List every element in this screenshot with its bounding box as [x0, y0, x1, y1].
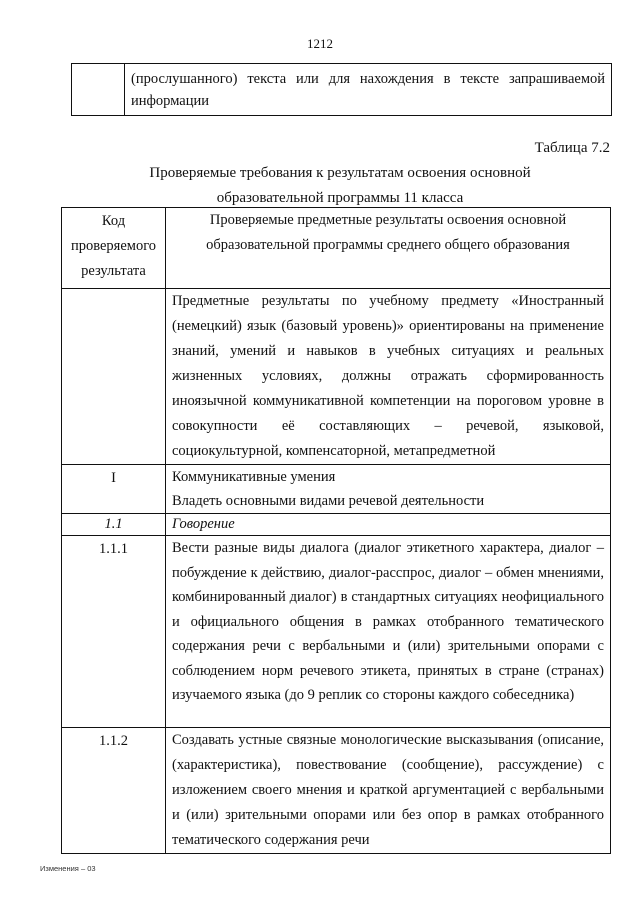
footer-note: Изменения – 03 — [40, 864, 96, 873]
table-cell-code: 1.1 — [62, 514, 166, 536]
header-code-cell: Код проверяемого результата — [62, 208, 166, 289]
table-row — [62, 289, 611, 465]
table-row — [62, 536, 611, 728]
table-cell-text: Говорение — [166, 514, 611, 536]
row-heading: Коммуникативные умения — [172, 469, 336, 485]
table-cell-code: 1.1.2 — [62, 728, 166, 854]
table-cell-code: I — [62, 465, 166, 514]
table-header-row — [62, 208, 611, 289]
table-cell-code — [62, 289, 166, 465]
table-cell-text — [166, 465, 611, 514]
table-row — [72, 64, 612, 116]
intro-text: Предметные результаты по учебному предмету «Иностранный (немецкий) язык (базовый уровень)» ориентированы на применение знаний, умений и навыков в учебных ситуациях и реальных жизненных условиях, должны отражать сформированность иноязычной коммуникативной компетенции на пороговом уровне в совокупности её составляющих – речевой, языковой, социокультурной, компенсаторной, метапредметной — [166, 289, 611, 465]
page-number: 1212 — [307, 36, 333, 51]
table-row — [62, 728, 611, 854]
continuation-table — [71, 63, 612, 116]
requirements-table — [61, 207, 611, 854]
row-subheading: Владеть основными видами речевой деятельности — [172, 493, 485, 509]
table-cell-code — [72, 64, 125, 116]
table-cell-text: Создавать устные связные монологические высказывания (описание, (характеристика), повествование (сообщение), рассуждение) с изложением своего мнения и краткой аргументацией с вербальными и (или) зрительными опорами или без опор в рамках отобранного тематического содержания речи — [166, 728, 611, 854]
header-text-cell: Проверяемые предметные результаты освоения основной образовательной программы среднего общего образования — [166, 208, 611, 289]
table-row — [62, 465, 611, 514]
table-label: Таблица 7.2 — [534, 140, 610, 156]
table-cell-text: (прослушанного) текста или для нахождения в тексте запрашиваемой информации — [125, 64, 612, 116]
table-cell-code: 1.1.1 — [62, 536, 166, 728]
table-row — [62, 514, 611, 536]
table-cell-text: Вести разные виды диалога (диалог этикетного характера, диалог – побуждение к действию, диалог-расспрос, диалог – обмен мнениями, комбинированный диалог) в стандартных ситуациях неофициального и официального общения в рамках отобранного тематического содержания речи с вербальными и (или) зрительными опорами с соблюдением норм речевого этикета, принятых в стране (странах) изучаемого языка (до 9 реплик со стороны каждого собеседника) — [166, 536, 611, 728]
table-title: Проверяемые требования к результатам освоения основной образовательной программы 11 класса — [149, 165, 531, 206]
